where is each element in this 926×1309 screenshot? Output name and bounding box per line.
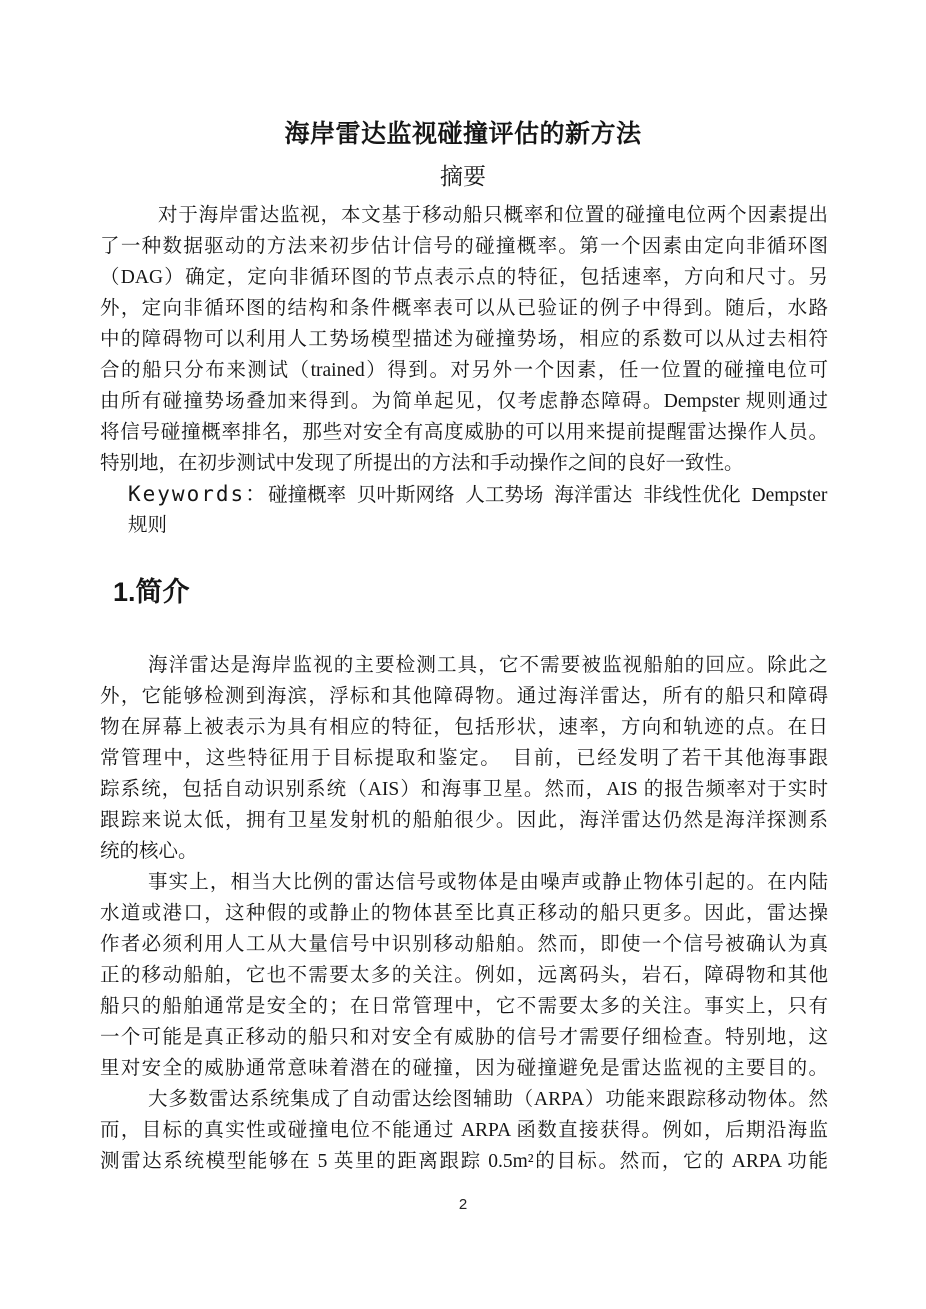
abstract-line: 对于海岸雷达监视，本文基于移动船只概率和位置的碰撞电位两个因素提出 [158,205,828,226]
intro-line: 测雷达系统模型能够在 5 英里的距离跟踪 0.5m²的目标。然而，它的 ARPA 功能 [100,1151,828,1172]
section-heading: 1.简介 [113,577,190,607]
abstract-line: 中的障碍物可以利用人工势场模型描述为碰撞势场，相应的系数可以从过去相符 [100,329,828,350]
page-number: 2 [458,1196,468,1213]
intro-line: 船只的船舶通常是安全的；在日常管理中，它不需要太多的关注。事实上，只有 [100,996,828,1017]
intro-line: 而，目标的真实性或碰撞电位不能通过 ARPA 函数直接获得。例如，后期沿海监 [100,1120,828,1141]
abstract-line: 特别地，在初步测试中发现了所提出的方法和手动操作之间的良好一致性。 [100,453,744,474]
intro-line: 水道或港口，这种假的或静止的物体甚至比真正移动的船只更多。因此，雷达操 [100,903,828,924]
abstract-heading: 摘要 [440,164,486,189]
intro-line: 踪系统，包括自动识别系统（AIS）和海事卫星。然而，AIS 的报告频率对于实时 [100,779,828,800]
intro-line: 物在屏幕上被表示为具有相应的特征，包括形状，速率，方向和轨迹的点。在日 [100,717,828,738]
intro-line: 正的移动船舶，它也不需要太多的关注。例如，远离码头，岩石，障碍物和其他 [100,965,828,986]
abstract-line: 外，定向非循环图的结构和条件概率表可以从已验证的例子中得到。随后，水路 [100,298,828,319]
keywords-label: Keywords： [128,482,269,506]
introduction-section [100,650,828,1177]
abstract-line: 将信号碰撞概率排名，那些对安全有高度威胁的可以用来提前提醒雷达操作人员。 [100,422,828,443]
intro-line: 跟踪来说太低，拥有卫星发射机的船舶很少。因此，海洋雷达仍然是海洋探测系 [100,810,828,831]
keywords-line [100,479,828,510]
intro-line: 事实上，相当大比例的雷达信号或物体是由噪声或静止物体引起的。在内陆 [148,872,828,893]
keywords-overflow-line: 规则 [128,515,168,536]
intro-line: 作者必须利用人工从大量信号中识别移动船舶。然而，即使一个信号被确认为真 [100,934,828,955]
intro-line: 常管理中，这些特征用于目标提取和鉴定。 目前，已经发明了若干其他海事跟 [100,748,828,769]
abstract-paragraph [100,200,828,541]
intro-line: 一个可能是真正移动的船只和对安全有威胁的信号才需要仔细检查。特别地，这 [100,1027,828,1048]
intro-line: 外，它能够检测到海滨，浮标和其他障碍物。通过海洋雷达，所有的船只和障碍 [100,686,828,707]
abstract-line: （DAG）确定，定向非循环图的节点表示点的特征，包括速率，方向和尺寸。另 [100,267,828,288]
intro-line: 海洋雷达是海岸监视的主要检测工具，它不需要被监视船舶的回应。除此之 [148,655,828,676]
abstract-line: 了一种数据驱动的方法来初步估计信号的碰撞概率。第一个因素由定向非循环图 [100,236,828,257]
keywords-terms: 碰撞概率 贝叶斯网络 人工势场 海洋雷达 非线性优化 Dempster [268,485,828,506]
intro-line: 里对安全的威胁通常意味着潜在的碰撞，因为碰撞避免是雷达监视的主要目的。 [100,1058,828,1079]
doc-title: 海岸雷达监视碰撞评估的新方法 [284,120,642,148]
abstract-line: 由所有碰撞势场叠加来得到。为简单起见，仅考虑静态障碍。Dempster 规则通过 [100,391,828,412]
intro-line: 统的核心。 [100,841,198,862]
intro-line: 大多数雷达系统集成了自动雷达绘图辅助（ARPA）功能来跟踪移动物体。然 [148,1089,828,1110]
abstract-line: 合的船只分布来测试（trained）得到。对另外一个因素，任一位置的碰撞电位可 [100,360,828,381]
